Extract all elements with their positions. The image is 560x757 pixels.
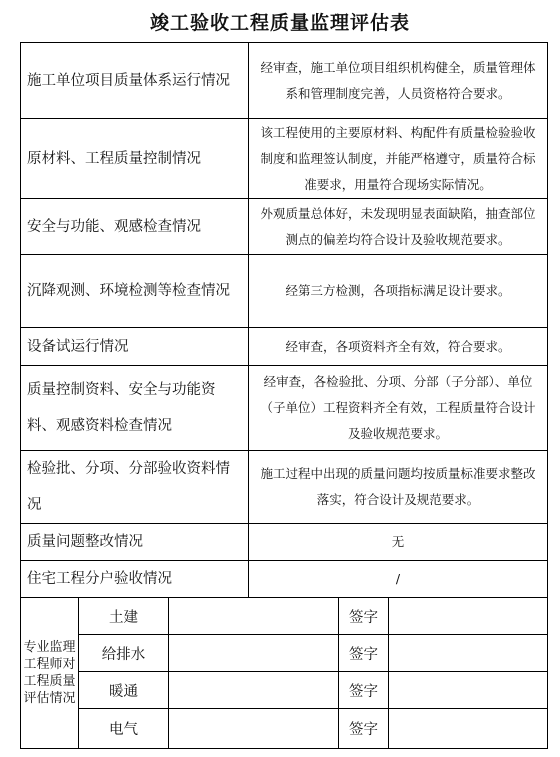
discipline-civil: 土建 bbox=[79, 598, 169, 635]
signoff-group-label: 专业监理工程师对工程质量评估情况 bbox=[21, 598, 79, 749]
discipline-electrical-blank bbox=[169, 709, 339, 749]
row-label-quality-system: 施工单位项目质量体系运行情况 bbox=[21, 43, 249, 119]
table-row bbox=[21, 199, 548, 255]
row-value-quality-system: 经审查，施工单位项目组织机构健全，质量管理体系和管理制度完善，人员资格符合要求。 bbox=[249, 43, 548, 119]
row-value-equipment: 经审查，各项资料齐全有效，符合要求。 bbox=[249, 328, 548, 366]
signoff-row bbox=[21, 635, 548, 672]
discipline-civil-blank bbox=[169, 598, 339, 635]
row-label-safety-function: 安全与功能、观感检查情况 bbox=[21, 199, 249, 255]
signature-field-civil[interactable] bbox=[389, 598, 548, 635]
discipline-plumbing: 给排水 bbox=[79, 635, 169, 672]
sign-label-civil: 签字 bbox=[339, 598, 389, 635]
row-value-safety-function: 外观质量总体好，未发现明显表面缺陷，抽查部位测点的偏差均符合设计及验收规范要求。 bbox=[249, 199, 548, 255]
table-row bbox=[21, 366, 548, 451]
row-value-inspection-lots: 施工过程中出现的质量问题均按质量标准要求整改落实，符合设计及规范要求。 bbox=[249, 451, 548, 524]
signature-field-plumbing[interactable] bbox=[389, 635, 548, 672]
discipline-electrical: 电气 bbox=[79, 709, 169, 749]
discipline-hvac-blank bbox=[169, 672, 339, 709]
evaluation-table bbox=[20, 42, 548, 749]
signoff-row bbox=[21, 598, 548, 635]
row-label-materials: 原材料、工程质量控制情况 bbox=[21, 119, 249, 199]
sign-label-hvac: 签字 bbox=[339, 672, 389, 709]
row-label-inspection-lots: 检验批、分项、分部验收资料情况 bbox=[21, 451, 249, 524]
table-row bbox=[21, 524, 548, 561]
row-value-control-docs: 经审查，各检验批、分项、分部（子分部）、单位（子单位）工程资料齐全有效，工程质量符合设计及验收规范要求。 bbox=[249, 366, 548, 451]
row-label-rectification: 质量问题整改情况 bbox=[21, 524, 249, 561]
sign-label-plumbing: 签字 bbox=[339, 635, 389, 672]
row-value-settlement: 经第三方检测，各项指标满足设计要求。 bbox=[249, 255, 548, 328]
table-row bbox=[21, 43, 548, 119]
signoff-row bbox=[21, 709, 548, 749]
page-title: 竣工验收工程质量监理评估表 bbox=[149, 12, 410, 34]
table-row bbox=[21, 328, 548, 366]
row-value-household: / bbox=[249, 561, 548, 598]
discipline-hvac: 暖通 bbox=[79, 672, 169, 709]
table-row bbox=[21, 561, 548, 598]
table-row bbox=[21, 119, 548, 199]
sign-label-electrical: 签字 bbox=[339, 709, 389, 749]
row-label-household: 住宅工程分户验收情况 bbox=[21, 561, 249, 598]
table-row bbox=[21, 255, 548, 328]
row-value-rectification: 无 bbox=[249, 524, 548, 561]
signature-field-electrical[interactable] bbox=[389, 709, 548, 749]
signature-field-hvac[interactable] bbox=[389, 672, 548, 709]
table-row bbox=[21, 451, 548, 524]
signoff-row bbox=[21, 672, 548, 709]
row-value-materials: 该工程使用的主要原材料、构配件有质量检验验收制度和监理签认制度，并能严格遵守，质量符合标准要求，用量符合现场实际情况。 bbox=[249, 119, 548, 199]
discipline-plumbing-blank bbox=[169, 635, 339, 672]
row-label-settlement: 沉降观测、环境检测等检查情况 bbox=[21, 255, 249, 328]
row-label-control-docs: 质量控制资料、安全与功能资料、观感资料检查情况 bbox=[21, 366, 249, 451]
row-label-equipment: 设备试运行情况 bbox=[21, 328, 249, 366]
